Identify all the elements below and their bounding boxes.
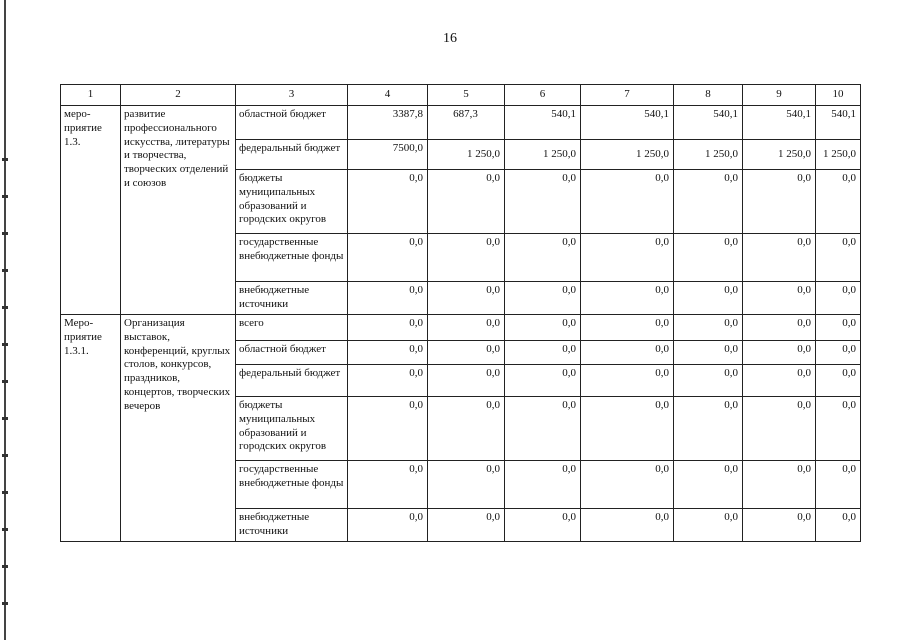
event-number-cell <box>61 315 121 542</box>
value-cell: 0,0 <box>581 365 674 397</box>
column-header: 5 <box>428 85 505 106</box>
value-cell: 0,0 <box>428 365 505 397</box>
event-number-cell <box>61 106 121 315</box>
value-cell: 0,0 <box>505 315 581 341</box>
value-cell: 1 250,0 <box>428 140 505 170</box>
value-cell: 0,0 <box>581 282 674 315</box>
funding-source: внебюджетные источники <box>236 509 348 542</box>
value-cell: 0,0 <box>348 365 428 397</box>
column-header: 4 <box>348 85 428 106</box>
value-cell: 0,0 <box>505 234 581 282</box>
value-cell: 0,0 <box>816 509 861 542</box>
value-cell: 0,0 <box>428 170 505 234</box>
value-cell: 0,0 <box>743 341 816 365</box>
value-cell: 687,3 <box>428 106 505 140</box>
value-cell: 0,0 <box>581 234 674 282</box>
value-cell: 0,0 <box>581 341 674 365</box>
column-header: 7 <box>581 85 674 106</box>
value-cell: 0,0 <box>348 234 428 282</box>
page-number: 16 <box>443 31 457 46</box>
value-cell: 0,0 <box>505 282 581 315</box>
value-cell: 0,0 <box>743 509 816 542</box>
funding-source: государственные внебюджетные фонды <box>236 461 348 509</box>
value-cell: 1 250,0 <box>505 140 581 170</box>
value-cell: 0,0 <box>348 509 428 542</box>
event-description: развитие профессионального искусства, литературы и творчества, творческих отделений и союзов <box>124 108 230 189</box>
column-header: 6 <box>505 85 581 106</box>
value-cell: 0,0 <box>674 397 743 461</box>
value-cell: 540,1 <box>816 106 861 140</box>
funding-source: бюджеты муниципальных образований и городских округов <box>236 397 348 461</box>
value-cell: 3387,8 <box>348 106 428 140</box>
column-header: 1 <box>61 85 121 106</box>
event-number: меро- приятие 1.3. <box>64 108 102 148</box>
value-cell: 0,0 <box>348 461 428 509</box>
value-cell: 0,0 <box>674 315 743 341</box>
value-cell: 0,0 <box>674 341 743 365</box>
value-cell: 0,0 <box>674 509 743 542</box>
column-header: 2 <box>121 85 236 106</box>
value-cell: 0,0 <box>581 397 674 461</box>
value-cell: 0,0 <box>348 315 428 341</box>
value-cell: 0,0 <box>674 461 743 509</box>
column-header: 8 <box>674 85 743 106</box>
budget-table <box>60 84 861 542</box>
value-cell: 0,0 <box>505 397 581 461</box>
funding-source: бюджеты муниципальных образований и городских округов <box>236 170 348 234</box>
value-cell: 0,0 <box>743 461 816 509</box>
funding-source: областной бюджет <box>236 341 348 365</box>
value-cell: 0,0 <box>816 365 861 397</box>
value-cell: 0,0 <box>505 170 581 234</box>
value-cell: 0,0 <box>816 461 861 509</box>
value-cell: 0,0 <box>581 170 674 234</box>
funding-source: областной бюджет <box>236 106 348 140</box>
value-cell: 0,0 <box>505 365 581 397</box>
value-cell: 0,0 <box>743 170 816 234</box>
table-row <box>61 106 861 140</box>
funding-source: государственные внебюджетные фонды <box>236 234 348 282</box>
event-description-cell <box>121 106 236 315</box>
value-cell: 1 250,0 <box>674 140 743 170</box>
value-cell: 0,0 <box>816 341 861 365</box>
event-number: Меро- приятие 1.3.1. <box>64 317 102 357</box>
event-description-cell <box>121 315 236 542</box>
value-cell: 0,0 <box>505 509 581 542</box>
value-cell: 1 250,0 <box>581 140 674 170</box>
value-cell: 0,0 <box>674 170 743 234</box>
table-row <box>61 315 861 341</box>
value-cell: 0,0 <box>743 397 816 461</box>
value-cell: 0,0 <box>816 315 861 341</box>
value-cell: 540,1 <box>674 106 743 140</box>
value-cell: 0,0 <box>428 315 505 341</box>
column-header: 3 <box>236 85 348 106</box>
value-cell: 540,1 <box>505 106 581 140</box>
value-cell: 0,0 <box>743 315 816 341</box>
column-header: 9 <box>743 85 816 106</box>
table-header-row <box>61 85 861 106</box>
scan-binding-marks <box>2 140 8 610</box>
value-cell: 0,0 <box>428 509 505 542</box>
value-cell: 0,0 <box>743 365 816 397</box>
funding-source: всего <box>236 315 348 341</box>
value-cell: 0,0 <box>428 341 505 365</box>
value-cell: 0,0 <box>581 461 674 509</box>
value-cell: 0,0 <box>581 315 674 341</box>
value-cell: 0,0 <box>674 365 743 397</box>
value-cell: 0,0 <box>348 341 428 365</box>
value-cell: 0,0 <box>428 397 505 461</box>
column-header: 10 <box>816 85 861 106</box>
value-cell: 540,1 <box>581 106 674 140</box>
value-cell: 0,0 <box>743 282 816 315</box>
value-cell: 0,0 <box>816 170 861 234</box>
funding-source: федеральный бюджет <box>236 365 348 397</box>
event-description: Организация выставок, конференций, круглых столов, конкурсов, праздников, концертов, творческих вечеров <box>124 317 231 412</box>
value-cell: 7500,0 <box>348 140 428 170</box>
value-cell: 0,0 <box>348 282 428 315</box>
value-cell: 0,0 <box>505 341 581 365</box>
value-cell: 0,0 <box>348 170 428 234</box>
value-cell: 0,0 <box>348 397 428 461</box>
value-cell: 0,0 <box>816 234 861 282</box>
value-cell: 0,0 <box>816 282 861 315</box>
value-cell: 0,0 <box>428 282 505 315</box>
value-cell: 0,0 <box>428 234 505 282</box>
value-cell: 0,0 <box>505 461 581 509</box>
value-cell: 0,0 <box>581 509 674 542</box>
value-cell: 0,0 <box>428 461 505 509</box>
value-cell: 0,0 <box>674 234 743 282</box>
value-cell: 0,0 <box>743 234 816 282</box>
value-cell: 1 250,0 <box>816 140 861 170</box>
value-cell: 0,0 <box>816 397 861 461</box>
value-cell: 0,0 <box>674 282 743 315</box>
value-cell: 1 250,0 <box>743 140 816 170</box>
value-cell: 540,1 <box>743 106 816 140</box>
funding-source: федеральный бюджет <box>236 140 348 170</box>
funding-source: внебюджетные источники <box>236 282 348 315</box>
